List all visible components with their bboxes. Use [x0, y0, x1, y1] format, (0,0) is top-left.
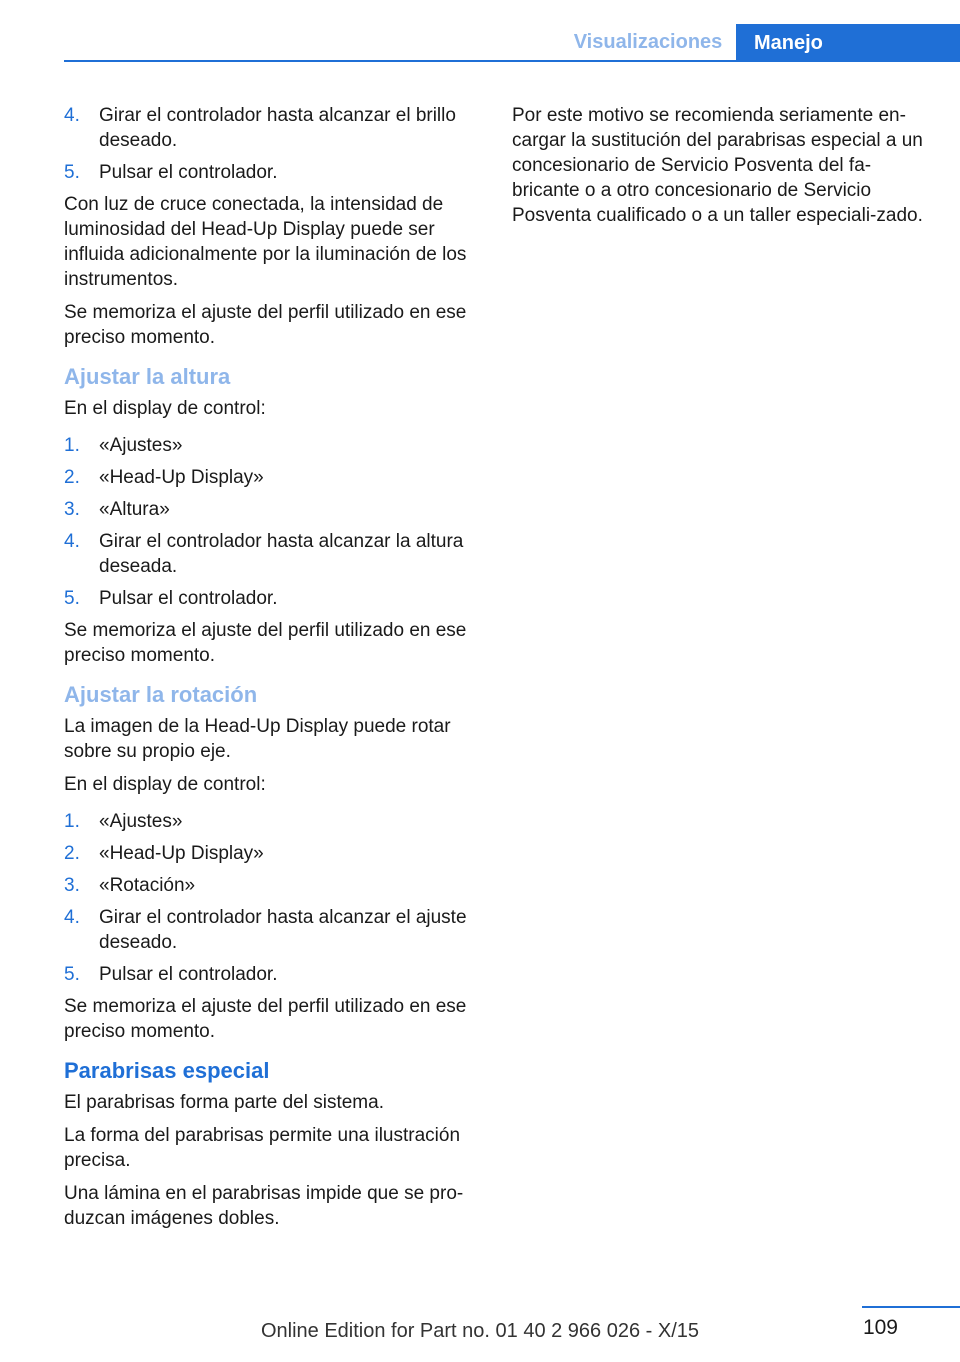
step-number: 3. [64, 875, 80, 896]
page-number: 109 [862, 1316, 898, 1339]
heading-ajustar-rotacion: Ajustar la rotación [64, 682, 258, 707]
step-text: Girar el controlador hasta alcanzar el brillo deseado. [99, 105, 456, 151]
header-divider [64, 60, 960, 62]
list-item [64, 962, 482, 987]
paragraph: En el display de control: [64, 774, 266, 795]
edition-footer: Online Edition for Part no. 01 40 2 966 026 - X/15 [260, 1320, 700, 1342]
paragraph: El parabrisas forma parte del sistema. [64, 1092, 384, 1113]
list-item [64, 905, 482, 955]
step-text: «Head-Up Display» [99, 467, 264, 488]
left-column [64, 103, 482, 1239]
footer-divider [862, 1306, 960, 1308]
header-section-tab: Visualizaciones [573, 31, 723, 53]
heading-parabrisas-especial: Parabrisas especial [64, 1058, 270, 1083]
step-number: 5. [64, 162, 80, 183]
step-number: 5. [64, 964, 80, 985]
paragraph: Se memoriza el ajuste del perfil utilizado en ese preciso momento. [64, 996, 467, 1042]
list-item [64, 841, 482, 866]
step-text: «Ajustes» [99, 811, 183, 832]
header-chapter-tab: Manejo [736, 24, 960, 62]
step-text: Pulsar el controlador. [99, 964, 278, 985]
step-number: 4. [64, 105, 80, 126]
list-item [64, 433, 482, 458]
step-number: 4. [64, 907, 80, 928]
step-number: 1. [64, 435, 80, 456]
step-number: 5. [64, 588, 80, 609]
step-number: 2. [64, 843, 80, 864]
paragraph: Con luz de cruce conectada, la intensidad de luminosidad del Head-Up Display puede ser influida adicionalmente por la iluminación de los instrumentos. [64, 194, 467, 290]
heading-ajustar-altura: Ajustar la altura [64, 364, 231, 389]
list-item [64, 465, 482, 490]
paragraph: En el display de control: [64, 398, 266, 419]
list-item [64, 873, 482, 898]
paragraph: Se memoriza el ajuste del perfil utilizado en ese preciso momento. [64, 620, 467, 666]
list-item [64, 160, 482, 185]
step-number: 1. [64, 811, 80, 832]
list-item [64, 497, 482, 522]
step-text: Girar el controlador hasta alcanzar el ajuste deseado. [99, 907, 467, 953]
paragraph: Por este motivo se recomienda seriamente en‐cargar la sustitución del parabrisas especial a un concesionario de Servicio Posventa del fa‐bricante o a otro concesionario de Servicio Posventa cualificado o a un taller especiali‐zado. [512, 105, 923, 226]
step-text: «Altura» [99, 499, 170, 520]
right-column [512, 103, 932, 236]
list-item [64, 586, 482, 611]
step-text: Pulsar el controlador. [99, 588, 278, 609]
step-text: Pulsar el controlador. [99, 162, 278, 183]
list-item [64, 809, 482, 834]
list-item [64, 529, 482, 579]
paragraph: Se memoriza el ajuste del perfil utilizado en ese preciso momento. [64, 302, 467, 348]
step-number: 2. [64, 467, 80, 488]
list-item [64, 103, 482, 153]
paragraph: La forma del parabrisas permite una ilustración precisa. [64, 1125, 461, 1171]
step-text: «Head-Up Display» [99, 843, 264, 864]
paragraph: Una lámina en el parabrisas impide que se pro‐duzcan imágenes dobles. [64, 1183, 464, 1229]
step-number: 3. [64, 499, 80, 520]
paragraph: La imagen de la Head-Up Display puede rotar sobre su propio eje. [64, 716, 451, 762]
step-text: Girar el controlador hasta alcanzar la altura deseada. [99, 531, 464, 577]
step-number: 4. [64, 531, 80, 552]
step-text: «Ajustes» [99, 435, 183, 456]
step-text: «Rotación» [99, 875, 196, 896]
